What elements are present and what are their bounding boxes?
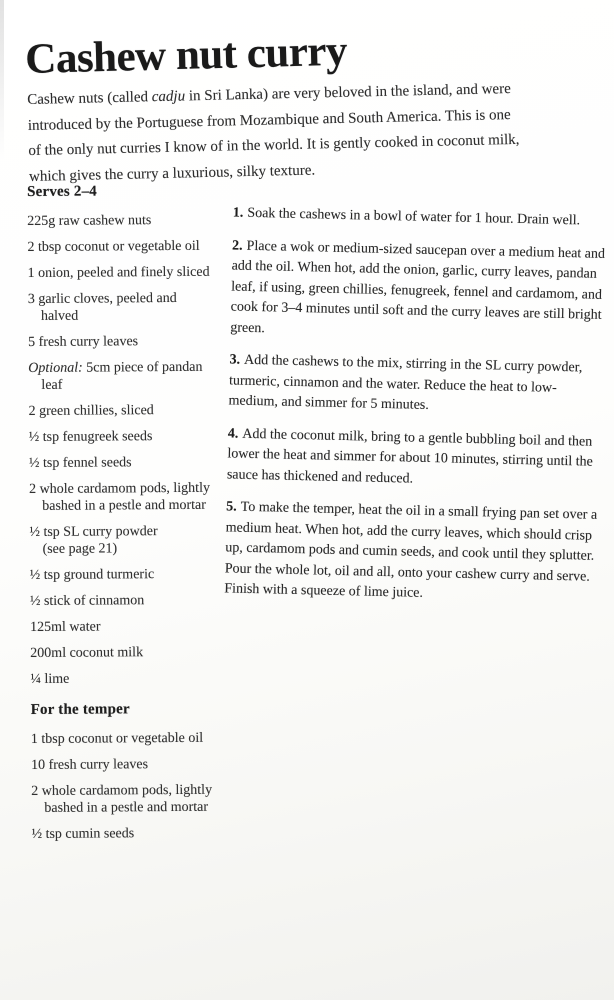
step-text: Place a wok or medium-sized saucepan over a medium heat and add the oil. When hot, add the onion, garlic, curry leaves, pandan leaf, if using, green chillies, fenugreek, fennel and cardamom, and cook for 3–4 minutes until soft and the curry leaves are still bright green. — [230, 238, 606, 336]
ingredient-item — [30, 617, 258, 636]
ingredient-text: ½ tsp fennel seeds — [28, 455, 132, 471]
ingredient-text: 2 whole cardamom pods, lightly bashed in a pestle and mortar — [31, 782, 213, 816]
step-item — [227, 424, 604, 494]
ingredient-item — [29, 427, 257, 446]
intro-italic-word: cadju — [151, 88, 186, 106]
step-item — [224, 497, 602, 608]
ingredient-text: ¼ lime — [30, 671, 70, 687]
step-text: Soak the cashews in a bowl of water for 1 hour. Drain well. — [247, 205, 581, 229]
intro-text: Cashew nuts (called — [27, 89, 152, 108]
step-item — [233, 203, 609, 232]
ingredient-text: 1 onion, peeled and finely sliced — [27, 264, 210, 281]
method-column — [224, 203, 609, 620]
step-number: 4. — [227, 425, 239, 442]
temper-heading: For the temper — [30, 701, 130, 718]
ingredient-text: 2 tbsp coconut or vegetable oil — [27, 238, 200, 255]
ingredient-item — [27, 211, 255, 230]
intro-text: in Sri Lanka) are very beloved in the island, and were — [184, 81, 511, 105]
intro-line: of the only nut curries I know of in the world. It is gently cooked in coconut milk, — [28, 131, 520, 159]
step-text: To make the temper, heat the oil in a small frying pan set over a medium heat. When hot, add the curry leaves, which should crisp up, cardamom pods and cumin seeds, and cook until they splutter. Pour the whole lot, oil and all, onto your cashew curry and serve. Finish with a squeeze of lime juice. — [224, 499, 598, 601]
ingredient-item — [31, 781, 259, 817]
intro-line: introduced by the Portuguese from Mozambique and South America. This is one — [27, 106, 511, 134]
ingredient-item — [28, 358, 256, 394]
ingredient-item — [29, 401, 257, 420]
step-text: Add the coconut milk, bring to a gentle bubbling boil and then lower the heat and simmer for about 10 minutes, stirring until the sauce has thickened and reduced. — [226, 426, 593, 487]
ingredient-item — [29, 479, 257, 515]
ingredient-item — [27, 237, 255, 256]
ingredient-text: 200ml coconut milk — [30, 645, 144, 661]
ingredient-item — [28, 289, 256, 325]
ingredient-item — [28, 263, 256, 282]
ingredient-text: 3 garlic cloves, peeled and halved — [27, 290, 177, 324]
ingredient-text: ½ tsp SL curry powder (see page 21) — [29, 524, 158, 557]
ingredients-column — [27, 182, 260, 852]
step-number: 5. — [226, 499, 237, 515]
ingredient-text: ½ tsp fenugreek seeds — [28, 429, 153, 445]
ingredient-text: ½ tsp cumin seeds — [31, 826, 135, 842]
serves-heading: Serves 2–4 — [27, 183, 98, 200]
intro-paragraph — [27, 75, 589, 190]
ingredient-text: 10 fresh curry leaves — [31, 757, 149, 773]
step-number: 2. — [231, 237, 243, 254]
ingredient-item — [31, 729, 259, 748]
step-number: 1. — [232, 205, 244, 221]
ingredient-text: 5 fresh curry leaves — [28, 334, 139, 350]
ingredient-text: 5cm piece of pandan leaf — [41, 359, 203, 393]
ingredients-list — [27, 211, 258, 688]
temper-ingredients-list — [31, 729, 260, 843]
step-text: Add the cashews to the mix, stirring in the SL curry powder, turmeric, cinnamon and the water. Reduce the heat to low-medium, and simmer for 5 minutes. — [228, 352, 583, 413]
ingredient-item — [30, 669, 258, 688]
intro-line: which gives the curry a luxurious, silky texture. — [28, 161, 316, 185]
page-title: Cashew nut curry — [24, 27, 348, 83]
step-item — [230, 236, 608, 347]
ingredient-text: 125ml water — [30, 619, 101, 635]
ingredient-optional-label: Optional: — [28, 360, 83, 376]
ingredient-item — [29, 522, 257, 558]
ingredient-text: 225g raw cashew nuts — [27, 213, 152, 229]
ingredient-item — [28, 332, 256, 351]
ingredient-text: 2 whole cardamom pods, lightly bashed in a pestle and mortar — [29, 480, 210, 514]
ingredient-item — [31, 755, 259, 774]
ingredient-text: ½ stick of cinnamon — [29, 593, 145, 609]
ingredient-item — [29, 453, 257, 472]
ingredient-text: ½ tsp ground turmeric — [29, 567, 155, 583]
ingredient-item — [31, 824, 259, 843]
step-item — [228, 350, 605, 420]
ingredient-text: 2 green chillies, sliced — [28, 403, 154, 419]
step-number: 3. — [229, 352, 241, 368]
ingredient-item — [30, 643, 258, 662]
ingredient-text: 1 tbsp coconut or vegetable oil — [30, 730, 204, 747]
